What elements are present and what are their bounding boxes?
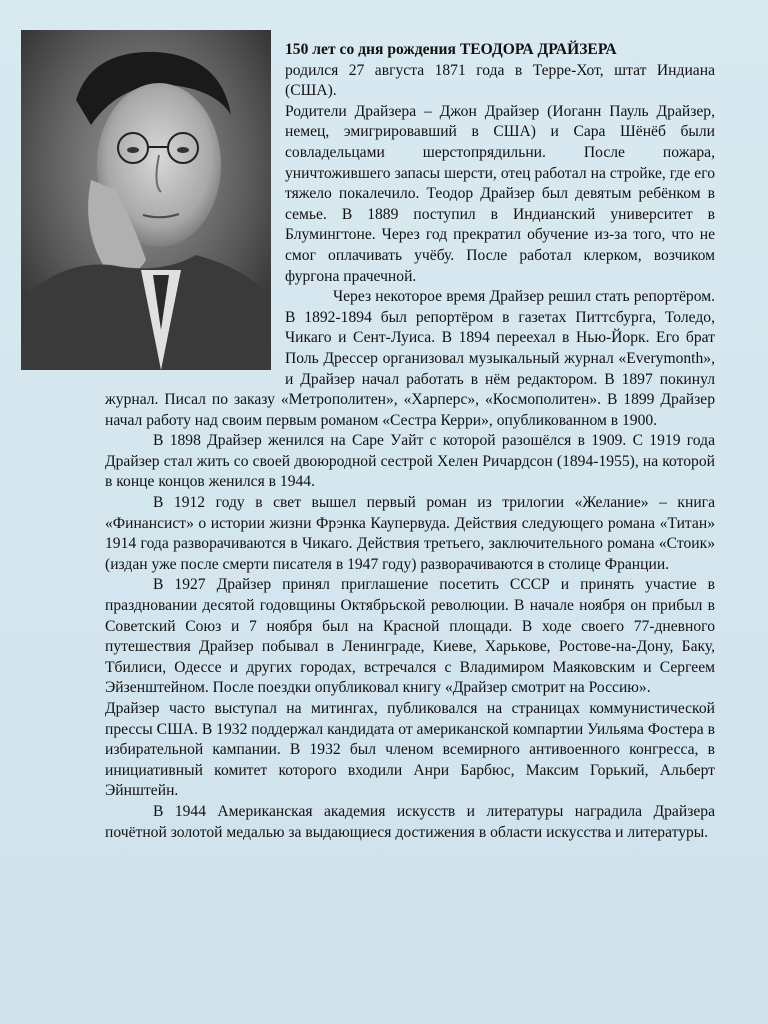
- paragraph-politics: Драйзер часто выступал на митингах, публиковался на страницах коммунистической прессы США. В 1932 поддержал кандидата от американской компартии Уильяма Фостера в избирательной кампании. В 1932 был членом всемирного антивоенного конгресса, в инициативный комитет которого входили Анри Барбюс, Максим Горький, Альберт Эйнштейн.: [105, 700, 715, 800]
- paragraph-ussr-visit: В 1927 Драйзер принял приглашение посетить СССР и принять участие в праздновании десятой годовщины Октябрьской революции. В начале ноября он прибыл в Советский Союз и 7 ноября был на Красной площади. В ходе своего 77-дневного путешествия Драйзер побывал в Ленинграде, Киеве, Харькове, Ростове-на-Дону, Баку, Тбилиси, Одессе и других городах, встречался с Владимиром Маяковским и Сергеем Эйзенштейном. После поездки опубликовал книгу «Драйзер смотрит на Россию».: [105, 576, 715, 697]
- article: [105, 40, 715, 843]
- portrait-photo: [21, 30, 271, 370]
- article-title: 150 лет со дня рождения ТЕОДОРА ДРАЙЗЕРА: [285, 41, 617, 58]
- paragraph-reporter: Через некоторое время Драйзер решил стать репортёром. В 1892-1894 был репортёром в газетах Питтсбурга, Толедо, Чикаго и Сент-Луиса. В 1894 переехал в Нью-Йорк. Его брат Поль Дрессер организовал музыкальный журнал «Everymonth», и Драйзер начал работать в нём редактором. В 1897 покинул журнал. Писал по заказу «Метрополитен», «Харперс», «Космополитен». В 1899 Драйзер начал работу над своим первым романом «Сестра Керри», опубликованном в 1900.: [105, 288, 715, 429]
- paragraph-parents: Родители Драйзера – Джон Драйзер (Иоганн Пауль Драйзер, немец, эмигрировавший в США) и Сара Шёнёб были совладельцами шерстопрядильни. После пожара, уничтожившего запасы шерсти, отец работал на стройке, где его тяжело покалечило. Теодор Драйзер был девятым ребёнком в семье. В 1889 поступил в Индианский университет в Блумингтоне. Через год прекратил обучение из-за того, что не смог оплачивать учёбу. После работал клерком, возчиком фургона прачечной.: [285, 102, 715, 285]
- paragraph-birth: родился 27 августа 1871 года в Терре-Хот, штат Индиана (США).: [285, 61, 715, 100]
- paragraph-trilogy: В 1912 году в свет вышел первый роман из трилогии «Желание» – книга «Финансист» о истории жизни Фрэнка Каупервуда. Действия следующего романа «Титан» 1914 года разворачиваются в Чикаго. Действия третьего, заключительного романа «Стоик» (издан уже после смерти писателя в 1947 году) разворачиваются в столице Франции.: [105, 494, 715, 573]
- paragraph-award: В 1944 Американская академия искусств и литературы наградила Драйзера почётной золотой медалью за выдающиеся достижения в области искусства и литературы.: [105, 802, 715, 841]
- paragraph-marriage: В 1898 Драйзер женился на Саре Уайт с которой разошёлся в 1909. С 1919 года Драйзер стал жить со своей двоюродной сестрой Хелен Ричардсон (1894-1955), на которой в конце концов женился в 1944.: [105, 432, 715, 491]
- portrait-illustration: [21, 30, 271, 370]
